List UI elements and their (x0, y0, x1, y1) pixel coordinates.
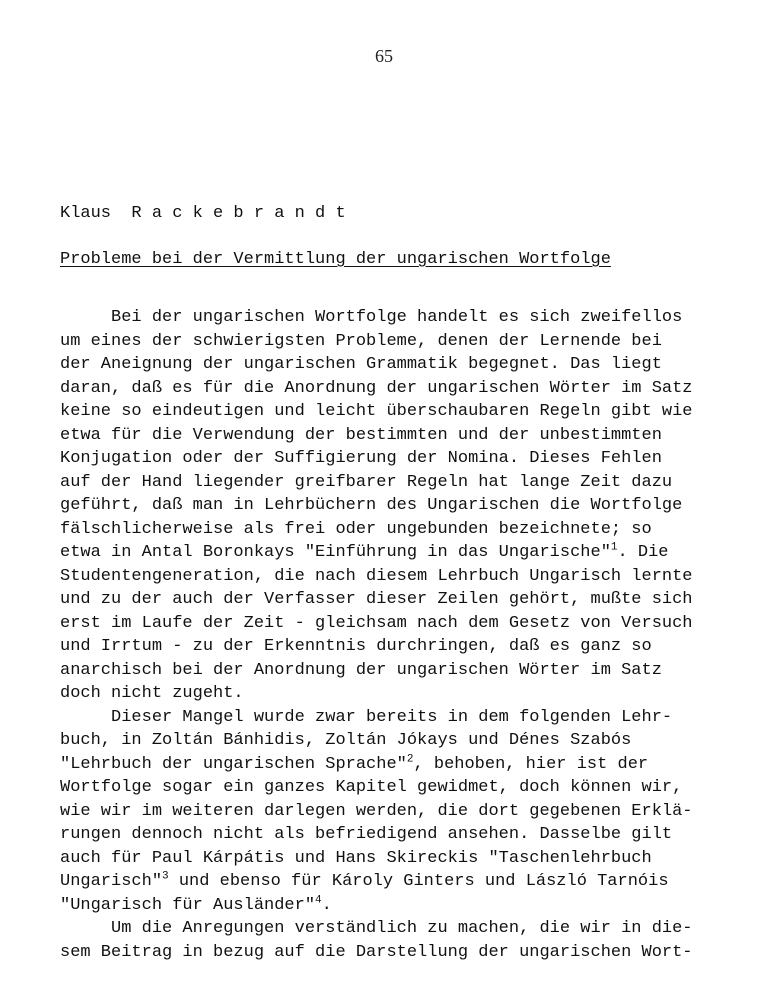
line-text: der Aneignung der ungarischen Grammatik begegnet. Das liegt (60, 355, 662, 374)
line-text: auch für Paul Kárpátis und Hans Skireckis "Taschenlehrbuch (60, 848, 652, 868)
text-line (60, 870, 740, 894)
line-text: fälschlicherweise als frei oder ungebunden bezeichnete; so (60, 519, 652, 539)
line-text: Wortfolge sogar ein ganzes Kapitel gewidmet, doch können wir, (60, 778, 683, 797)
line-text: keine so eindeutigen und leicht überschaubaren Regeln gibt wie (60, 402, 693, 421)
line-text: rungen dennoch nicht als befriedigend ansehen. Dasselbe gilt (60, 825, 673, 844)
line-text-continued: , behoben, hier ist der (413, 754, 649, 774)
text-line (60, 377, 740, 401)
text-line (60, 776, 740, 800)
text-line (60, 494, 740, 518)
text-line (60, 823, 740, 847)
text-line (60, 565, 740, 589)
line-text: daran, daß es für die Anordnung der ungarischen Wörter im Satz (60, 378, 693, 398)
line-text: buch, in Zoltán Bánhidis, Zoltán Jókays und Dénes Szabós (60, 731, 632, 750)
line-text: etwa für die Verwendung der bestimmten und der unbestimmten (60, 425, 662, 445)
text-line (60, 800, 740, 824)
text-line (60, 917, 740, 941)
text-line (60, 447, 740, 471)
text-line (60, 400, 740, 424)
line-text: wie wir im weiteren darlegen werden, die dort gegebenen Erklä- (60, 801, 693, 821)
text-line (60, 541, 740, 565)
text-line (60, 847, 740, 871)
text-line (60, 659, 740, 683)
line-text: auf der Hand liegender greifbarer Regeln hat lange Zeit dazu (60, 472, 673, 492)
line-text: erst im Laufe der Zeit - gleichsam nach dem Gesetz von Versuch (60, 613, 693, 633)
text-line (60, 588, 740, 612)
line-text: Dieser Mangel wurde zwar bereits in dem folgenden Lehr- (60, 707, 673, 727)
line-text: anarchisch bei der Anordnung der ungarischen Wörter im Satz (60, 660, 662, 680)
line-text-continued: und ebenso für Károly Ginters und László Tarnóis (168, 872, 669, 891)
line-text: Studentengeneration, die nach diesem Lehrbuch Ungarisch lernte (60, 566, 693, 586)
text-line (60, 941, 740, 965)
line-text: Ungarisch" (60, 872, 163, 891)
text-line (60, 635, 740, 659)
text-line (60, 729, 740, 753)
text-line (60, 682, 740, 706)
line-text-continued: . Die (617, 543, 669, 562)
text-line (60, 612, 740, 636)
body-text (60, 306, 740, 964)
line-text: "Ungarisch für Ausländer" (60, 895, 316, 915)
footnote-marker: 2 (406, 752, 414, 765)
author-name: Klaus R a c k e b r a n d t (60, 204, 346, 223)
text-line (60, 518, 740, 542)
footnote-marker: 1 (610, 541, 618, 554)
footnote-marker: 3 (162, 870, 169, 883)
text-line (60, 330, 740, 354)
footnote-marker: 4 (315, 893, 322, 906)
page-number: 65 (375, 46, 393, 66)
text-line (60, 306, 740, 330)
text-line (60, 706, 740, 730)
line-text: Bei der ungarischen Wortfolge handelt es sich zweifellos (60, 308, 683, 327)
line-text: und zu der auch der Verfasser dieser Zeilen gehört, mußte sich (60, 590, 693, 609)
line-text: und Irrtum - zu der Erkenntnis durchringen, daß es ganz so (60, 637, 652, 656)
text-line (60, 353, 740, 377)
line-text: "Lehrbuch der ungarischen Sprache" (60, 754, 407, 774)
text-line (60, 471, 740, 495)
line-text: doch nicht zugeht. (60, 684, 244, 703)
line-text: etwa in Antal Boronkays "Einführung in das Ungarische" (60, 543, 611, 562)
line-text: geführt, daß man in Lehrbüchern des Ungarischen die Wortfolge (60, 496, 683, 515)
text-line (60, 894, 740, 918)
line-text-continued: . (321, 895, 332, 915)
line-text: Konjugation oder der Suffigierung der Nomina. Dieses Fehlen (60, 449, 662, 468)
line-text: um eines der schwierigsten Probleme, denen der Lernende bei (60, 331, 662, 351)
article-title: Probleme bei der Vermittlung der ungarischen Wortfolge (60, 250, 611, 269)
line-text: Um die Anregungen verständlich zu machen, die wir in die- (60, 919, 693, 938)
text-line (60, 753, 740, 777)
text-line (60, 424, 740, 448)
line-text: sem Beitrag in bezug auf die Darstellung der ungarischen Wort- (60, 942, 693, 962)
